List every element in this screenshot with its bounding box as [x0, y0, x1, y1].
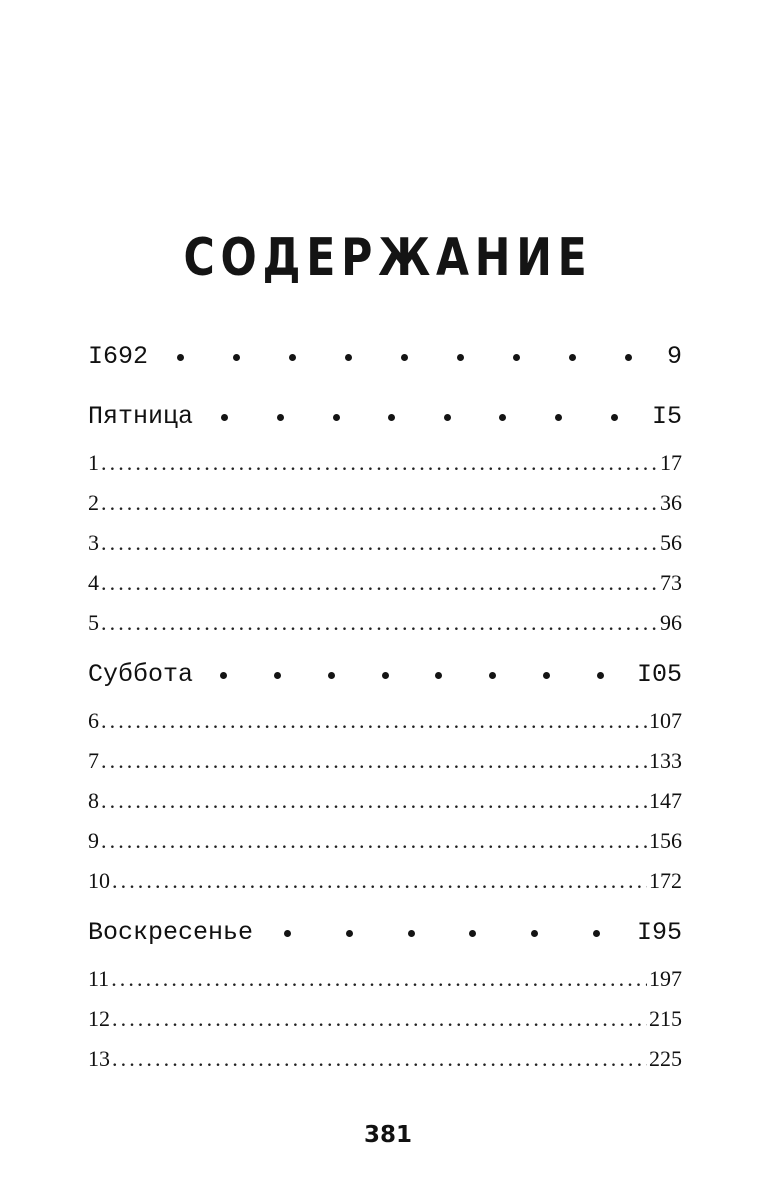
chapter-page: 147	[649, 788, 682, 813]
chapter-page: 107	[649, 708, 682, 733]
dot-leader	[148, 356, 667, 363]
toc-part-label: Воскресенье	[88, 918, 254, 947]
toc-chapter	[88, 1006, 682, 1046]
dot-leader	[101, 530, 658, 556]
toc-part-heading	[88, 660, 682, 708]
chapter-number: 6	[88, 708, 99, 733]
table-of-contents	[88, 342, 682, 1086]
toc-chapter	[88, 450, 682, 490]
chapter-number: 3	[88, 530, 99, 555]
dot-leader	[253, 932, 637, 939]
toc-chapter	[88, 966, 682, 1006]
dot-leader	[101, 788, 647, 814]
dot-leader	[112, 1006, 647, 1032]
chapter-number: 12	[88, 1006, 110, 1031]
dot-leader	[111, 966, 647, 992]
dot-leader	[112, 868, 647, 894]
toc-part-page: I05	[636, 660, 682, 689]
toc-chapter	[88, 610, 682, 650]
chapter-page: 73	[660, 570, 682, 595]
dot-leader	[101, 708, 647, 734]
chapter-number: 7	[88, 748, 99, 773]
toc-part-heading	[88, 918, 682, 966]
chapter-number: 1	[88, 450, 99, 475]
dot-leader	[112, 1046, 647, 1072]
toc-part-page: I5	[651, 402, 682, 431]
chapter-number: 8	[88, 788, 99, 813]
chapter-number: 5	[88, 610, 99, 635]
dot-leader	[193, 674, 637, 681]
toc-entry-prologue	[88, 342, 682, 390]
chapter-page: 172	[649, 868, 682, 893]
chapter-page: 215	[649, 1006, 682, 1031]
dot-leader	[193, 416, 652, 423]
toc-chapter	[88, 490, 682, 530]
chapter-number: 9	[88, 828, 99, 853]
toc-chapter	[88, 530, 682, 570]
page-number: 381	[363, 1122, 412, 1148]
chapter-page: 36	[660, 490, 682, 515]
page-title: СОДЕРЖАНИЕ	[183, 228, 593, 288]
chapter-page: 96	[660, 610, 682, 635]
toc-chapter	[88, 828, 682, 868]
toc-entry-page: 9	[666, 342, 682, 371]
toc-chapter	[88, 1046, 682, 1086]
chapter-page: 56	[660, 530, 682, 555]
dot-leader	[101, 828, 647, 854]
toc-part-label: Суббота	[88, 660, 194, 689]
toc-chapter	[88, 788, 682, 828]
toc-part-page: I95	[636, 918, 682, 947]
chapter-page: 133	[649, 748, 682, 773]
dot-leader	[101, 570, 658, 596]
chapter-number: 13	[88, 1046, 110, 1071]
toc-part-label: Пятница	[88, 402, 194, 431]
chapter-number: 11	[88, 966, 110, 991]
chapter-page: 17	[660, 450, 682, 475]
toc-chapter	[88, 708, 682, 748]
toc-chapter	[88, 570, 682, 610]
dot-leader	[101, 450, 658, 476]
chapter-page: 197	[649, 966, 682, 991]
toc-entry-label: I692	[88, 342, 149, 371]
chapter-page: 225	[649, 1046, 682, 1071]
dot-leader	[101, 610, 658, 636]
dot-leader	[101, 490, 658, 516]
chapter-number: 10	[88, 868, 110, 893]
chapter-number: 2	[88, 490, 99, 515]
toc-part-heading	[88, 402, 682, 450]
chapter-number: 4	[88, 570, 99, 595]
chapter-page: 156	[649, 828, 682, 853]
dot-leader	[101, 748, 647, 774]
toc-chapter	[88, 868, 682, 908]
toc-chapter	[88, 748, 682, 788]
